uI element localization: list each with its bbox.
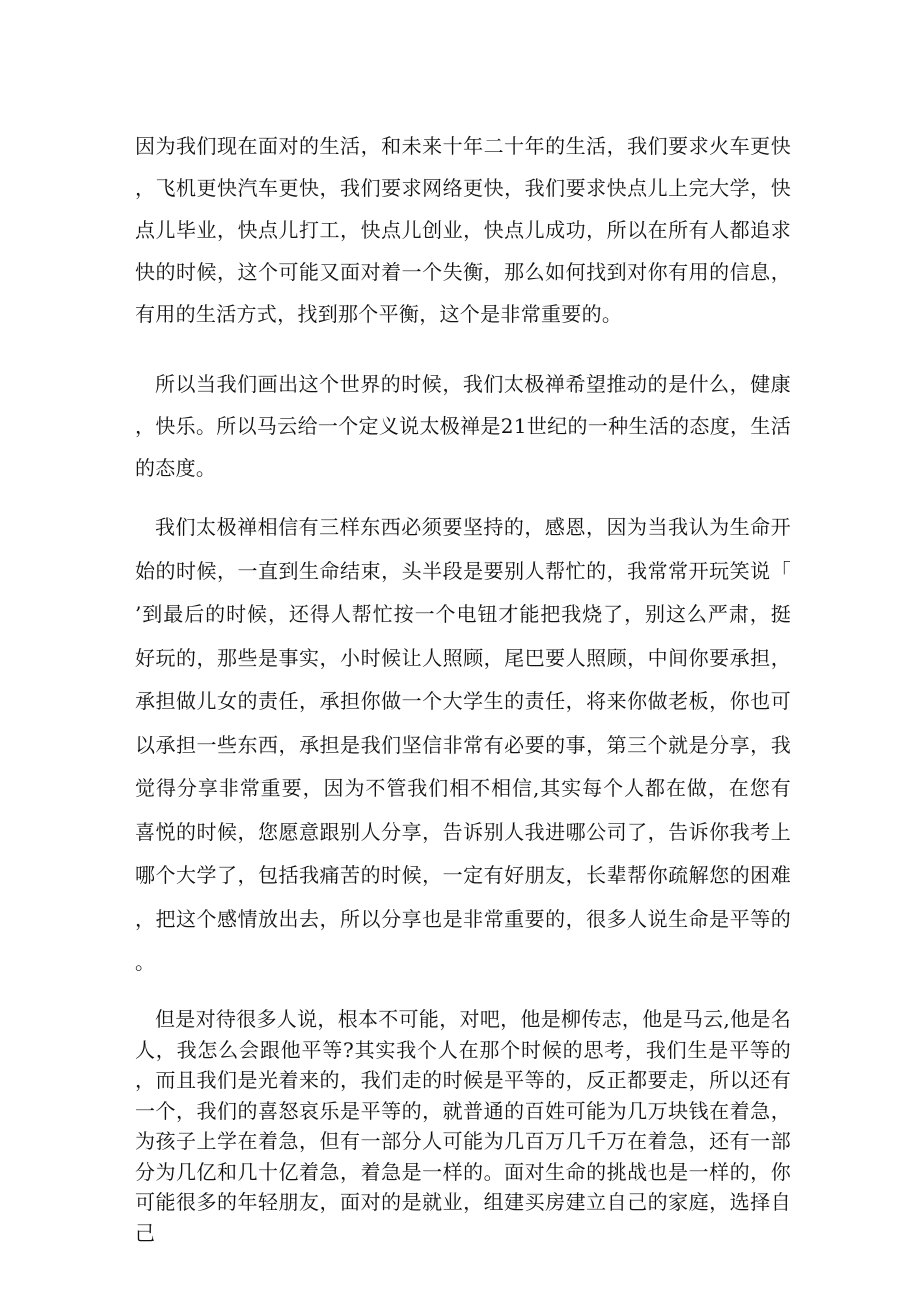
paragraph-fast-life: 因为我们现在面对的生活，和未来十年二十年的生活，我们要求火车更快，飞机更快汽车更快，我们要求网络更快，我们要求快点儿上完大学，快点儿毕业，快点儿打工，快点儿创业，快点儿成功，所以在所有人都追求快的时候，这个可能又面对着一个失衡，那么如何找到对你有用的信息，有用的生活方式，找到那个平衡，这个是非常重要的。 xyxy=(135,134,791,326)
paragraph-taiji-zen-goal: 所以当我们画出这个世界的时候，我们太极禅希望推动的是什么，健康，快乐。所以马云给一个定义说太极禅是21世纪的一种生活的态度，生活的态度。 xyxy=(135,372,791,480)
paragraph-three-beliefs: 我们太极禅相信有三样东西必须要坚持的，感恩，因为当我认为生命开始的时候，一直到生命结束，头半段是要别人帮忙的，我常常开玩笑说「’到最后的时候，还得人帮忙按一个电钮才能把我烧了，别这么严肃，挺好玩的，那些是事实，小时候让人照顾，尾巴要人照顾，中间你要承担，承担做儿女的责任，承担你做一个大学生的责任，将来你做老板，你也可以承担一些东西，承担是我们坚信非常有必要的事，第三个就是分享，我觉得分享非常重要，因为不管我们相不相信,其实每个人都在做，在您有喜悦的时候，您愿意跟别人分享，告诉别人我进哪公司了，告诉你我考上哪个大学了，包括我痛苦的时候，一定有好朋友，长辈帮你疏解您的困难，把这个感情放出去，所以分享也是非常重要的，很多人说生命是平等的。 xyxy=(135,515,791,974)
paragraph-equality: 但是对待很多人说，根本不可能，对吧，他是柳传志，他是马云,他是名人，我怎么会跟他平等?其实我个人在那个时候的思考，我们生是平等的，而且我们是光着来的，我们走的时候是平等的，反正都要走，所以还有一个，我们的喜怒哀乐是平等的，就普通的百姓可能为几万块钱在着急，为孩子上学在着急，但有一部分人可能为几百万几千万在着急，还有一部分为几亿和几十亿着急，着急是一样的。面对生命的挑战也是一样的，你可能很多的年轻朋友，面对的是就业，组建买房建立自己的家庭，选择自己 xyxy=(135,1007,791,1245)
